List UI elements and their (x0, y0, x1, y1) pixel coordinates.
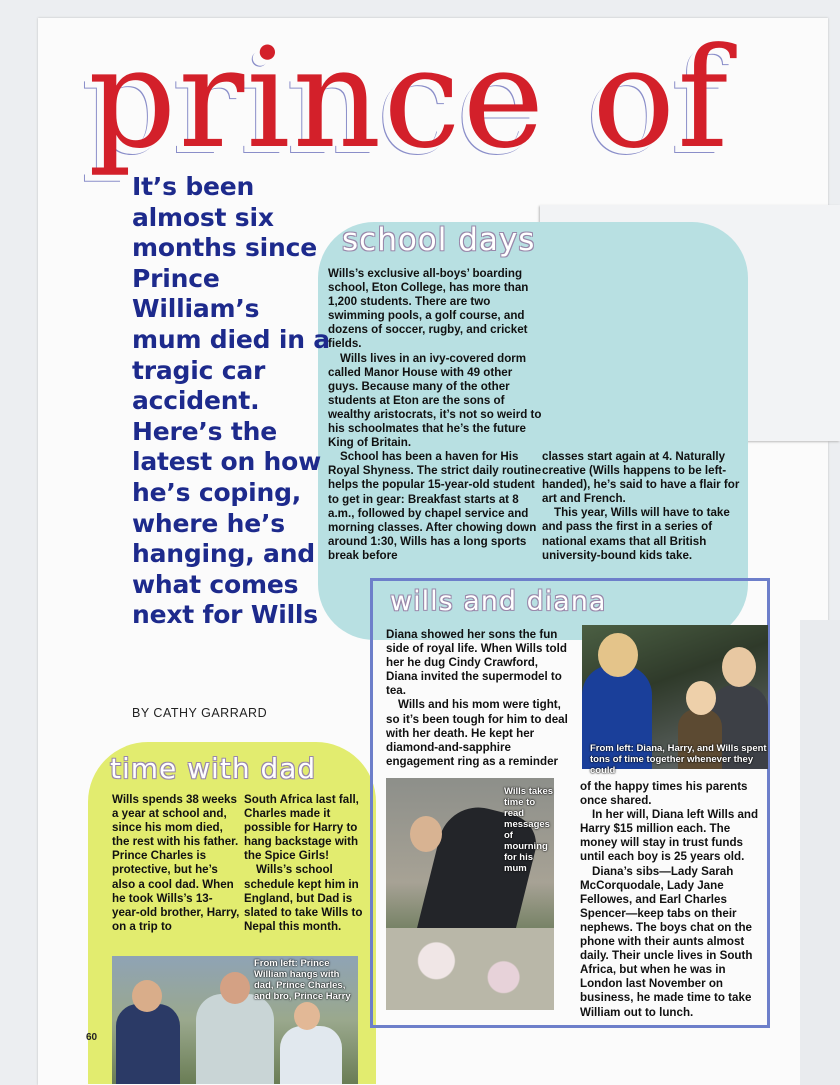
paragraph: Diana showed her sons the fun side of royal life. When Wills told her he dug Cindy Crawford, Diana invited the supermodel to tea. (386, 628, 567, 698)
intro-deck: It’s been almost six months since Prince William’s mum died in a tragic car accident. Here’s the latest on how he’s coping, where he’s hanging, and what comes next for Wills (132, 172, 330, 630)
page-number: 60 (86, 1032, 98, 1043)
paragraph: Wills’s exclusive all-boys’ boarding school, Eton College, has more than 1,200 students. There are two swimming pools, a golf course, and dozens of soccer, rugby, and cricket fields. (328, 267, 529, 351)
time-with-dad-column-1 (112, 793, 240, 934)
wills-and-diana-heading: wills and diana (384, 586, 612, 617)
figure-head (686, 681, 716, 715)
school-days-column-1 (328, 267, 544, 563)
figure-head (294, 1002, 320, 1030)
paragraph: Wills’s school schedule kept him in England, but Dad is slated to take Wills to Nepal this month. (244, 863, 363, 933)
figure-william (116, 1004, 180, 1084)
flowers (386, 928, 554, 1010)
paragraph: School has been a haven for His Royal Shyness. The strict daily routine helps the popular 15-year-old student to get in gear: Breakfast starts at 8 a.m., followed by chapel service and morning classes. After chowing down around 1:30, Wills has a long sports break before (328, 450, 542, 562)
wills-and-diana-column-2 (580, 780, 766, 1020)
page-edge (800, 620, 840, 1085)
wills-and-diana-column-1 (386, 628, 572, 769)
figure-head (132, 980, 162, 1012)
paragraph: Wills and his mom were tight, so it’s been tough for him to deal with her death. He kept her diamond-and-sapphire engagement ring as a reminder (386, 698, 568, 768)
figure-harry (280, 1026, 342, 1084)
school-days-column-2 (542, 450, 740, 563)
figure-head (220, 972, 250, 1004)
byline: BY CATHY GARRARD (132, 706, 268, 720)
time-with-dad-heading: time with dad (110, 752, 317, 785)
page-title: prince of (88, 18, 731, 179)
paragraph: classes start again at 4. Naturally creative (Wills happens to be left-handed), he’s said to have a flair for art and French. (542, 450, 740, 506)
photo-caption: From left: Diana, Harry, and Wills spent tons of time together whenever they could (590, 743, 767, 776)
paragraph: South Africa last fall, Charles made it possible for Harry to hang backstage with the Spice Girls! (244, 793, 359, 863)
school-days-heading: school days (342, 222, 536, 258)
figure-charles (196, 994, 274, 1084)
paragraph: This year, Wills will have to take and pass the first in a series of national exams that all British university-bound kids take. (542, 506, 730, 562)
paragraph: In her will, Diana left Wills and Harry $15 million each. The money will stay in trust funds until each boy is 25 years old. (580, 808, 759, 864)
photo-caption: From left: Prince William hangs with dad, Prince Charles, and bro, Prince Harry (254, 958, 351, 1002)
figure-head (598, 633, 638, 677)
figure-head (410, 816, 442, 852)
paragraph: Wills lives in an ivy-covered dorm called Manor House with 49 other guys. Because many of the other students at Eton are the sons of wealthy aristocrats, it’s not so weird to his schoolmates that he’s the future King of Britain. (328, 351, 542, 450)
paragraph: Wills spends 38 weeks a year at school and, since his mom died, the rest with his father. Prince Charles is protective, but he’s also a cool dad. When he took Wills’s 13-year-old brother, Harry, on a trip to (112, 793, 240, 933)
time-with-dad-column-2 (244, 793, 368, 934)
photo-caption: Wills takes time to read messages of mourning for his mum (504, 786, 554, 874)
paragraph: Diana’s sibs—Lady Sarah McCorquodale, Lady Jane Fellowes, and Earl Charles Spencer—keep tabs on their nephews. The boys chat on the phone with their aunts almost daily. Their uncle lives in South Africa, but when he was in London last November on business, he made time to take William out to lunch. (580, 864, 753, 1019)
paragraph: of the happy times his parents once shared. (580, 780, 748, 808)
figure-head (722, 647, 756, 687)
